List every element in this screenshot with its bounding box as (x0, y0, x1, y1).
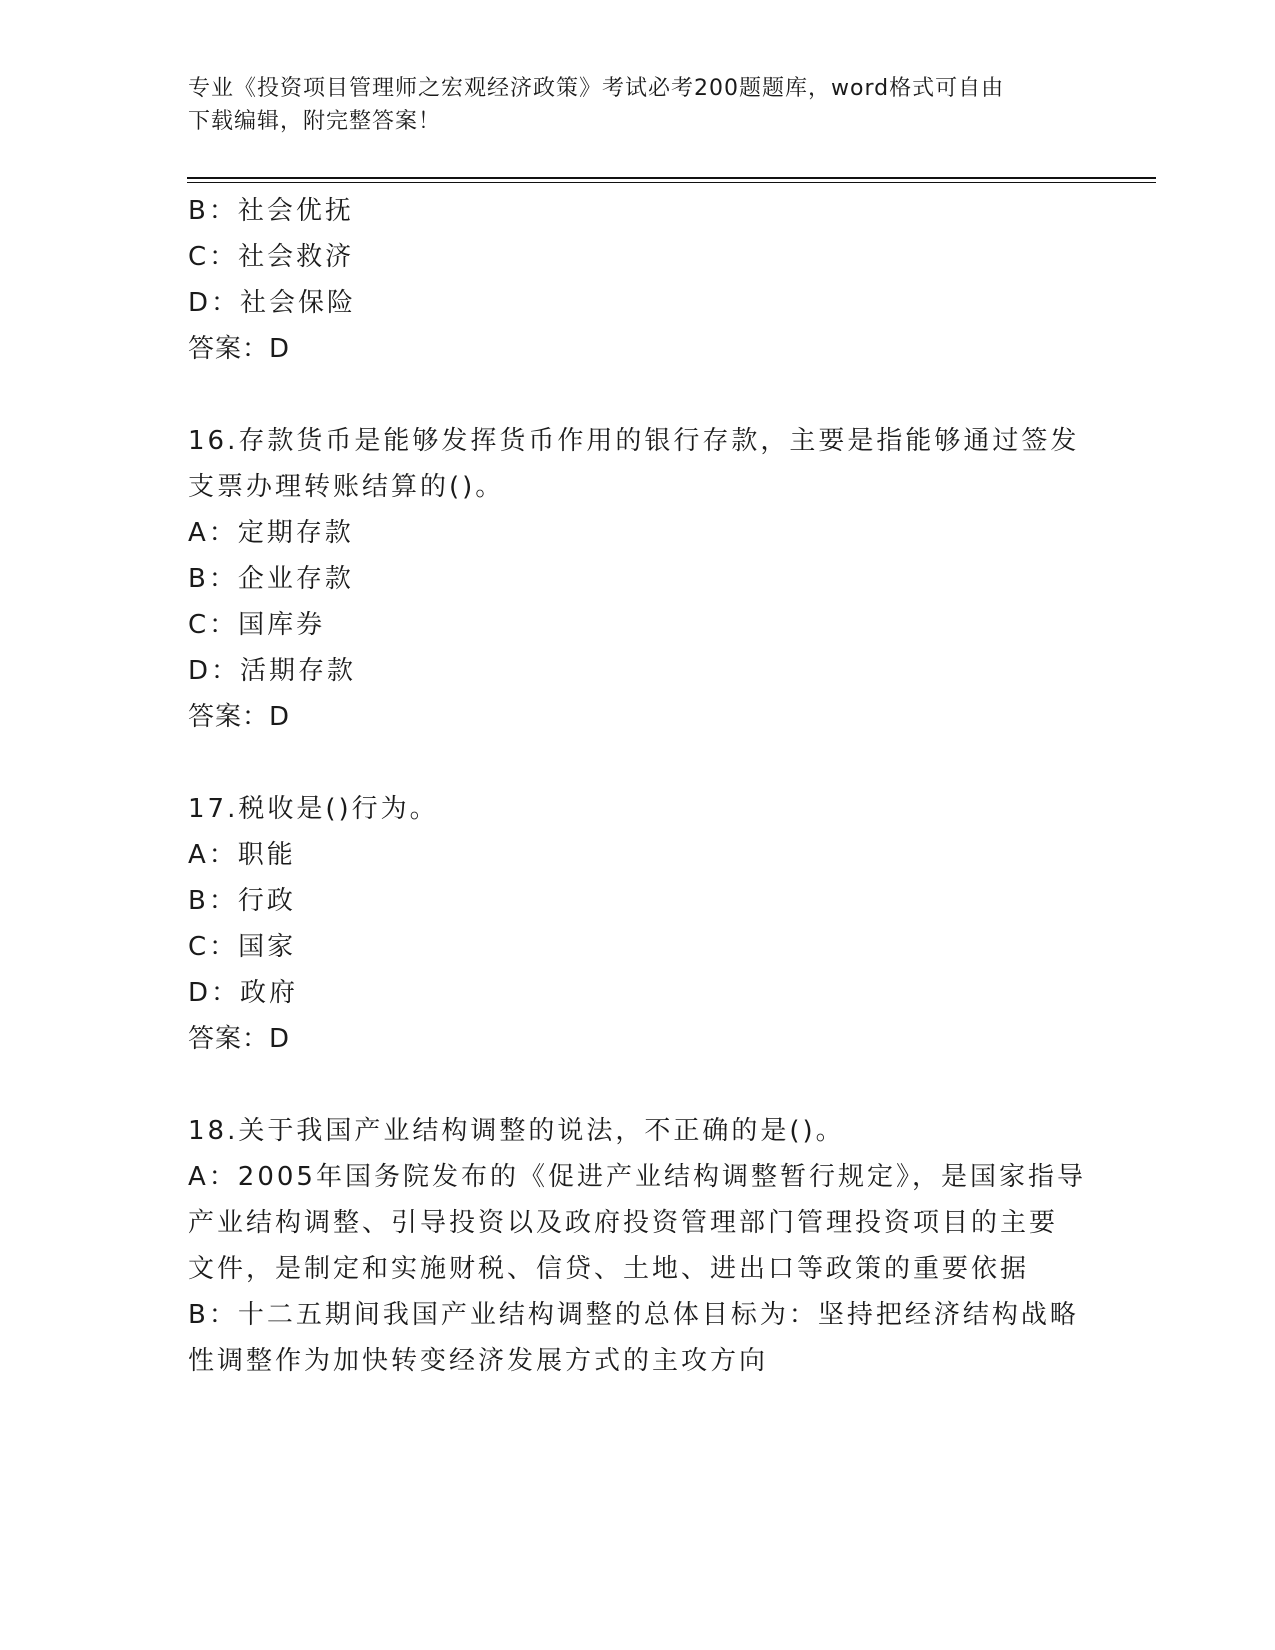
question-18 (188, 1108, 1088, 1384)
header-rule-thick (187, 177, 1156, 179)
question-list (188, 188, 1088, 1384)
document-header (188, 72, 1088, 138)
question-15-continued (188, 188, 1088, 372)
option-b: B：社会优抚 (188, 196, 354, 226)
option-c: C：国家 (188, 932, 297, 962)
option-a: A：职能 (188, 840, 296, 870)
option-b: B：十二五期间我国产业结构调整的总体目标为：坚持把经济结构战略 (188, 1300, 1079, 1330)
question-stem: 17.税收是()行为。 (188, 794, 439, 824)
option-d: D：政府 (188, 978, 299, 1008)
question-17 (188, 786, 1088, 1062)
header-line-1: 专业《投资项目管理师之宏观经济政策》考试必考200题题库，word格式可自由 (188, 76, 1005, 101)
header-line-2: 下载编辑，附完整答案！ (188, 109, 442, 134)
option-b: B：行政 (188, 886, 296, 916)
option-d: D：社会保险 (188, 288, 357, 318)
answer-line: 答案：D (188, 1024, 291, 1054)
option-a-continued: 产业结构调整、引导投资以及政府投资管理部门管理投资项目的主要 (188, 1208, 1059, 1238)
option-c: C：国库券 (188, 610, 326, 640)
option-a: A：定期存款 (188, 518, 354, 548)
header-rule-thin (187, 182, 1156, 183)
question-stem: 16.存款货币是能够发挥货币作用的银行存款，主要是指能够通过签发 (188, 426, 1080, 456)
answer-line: 答案：D (188, 702, 291, 732)
option-b-continued: 性调整作为加快转变经济发展方式的主攻方向 (188, 1346, 769, 1376)
spacer (188, 1062, 1088, 1108)
answer-line: 答案：D (188, 334, 291, 364)
option-a: A：2005年国务院发布的《促进产业结构调整暂行规定》，是国家指导 (188, 1162, 1086, 1192)
spacer (188, 740, 1088, 786)
question-stem: 18.关于我国产业结构调整的说法，不正确的是()。 (188, 1116, 845, 1146)
option-d: D：活期存款 (188, 656, 357, 686)
option-a-continued: 文件，是制定和实施财税、信贷、土地、进出口等政策的重要依据 (188, 1254, 1030, 1284)
spacer (188, 372, 1088, 418)
option-c: C：社会救济 (188, 242, 355, 272)
option-b: B：企业存款 (188, 564, 354, 594)
question-16 (188, 418, 1088, 740)
question-stem: 支票办理转账结算的()。 (188, 472, 505, 502)
